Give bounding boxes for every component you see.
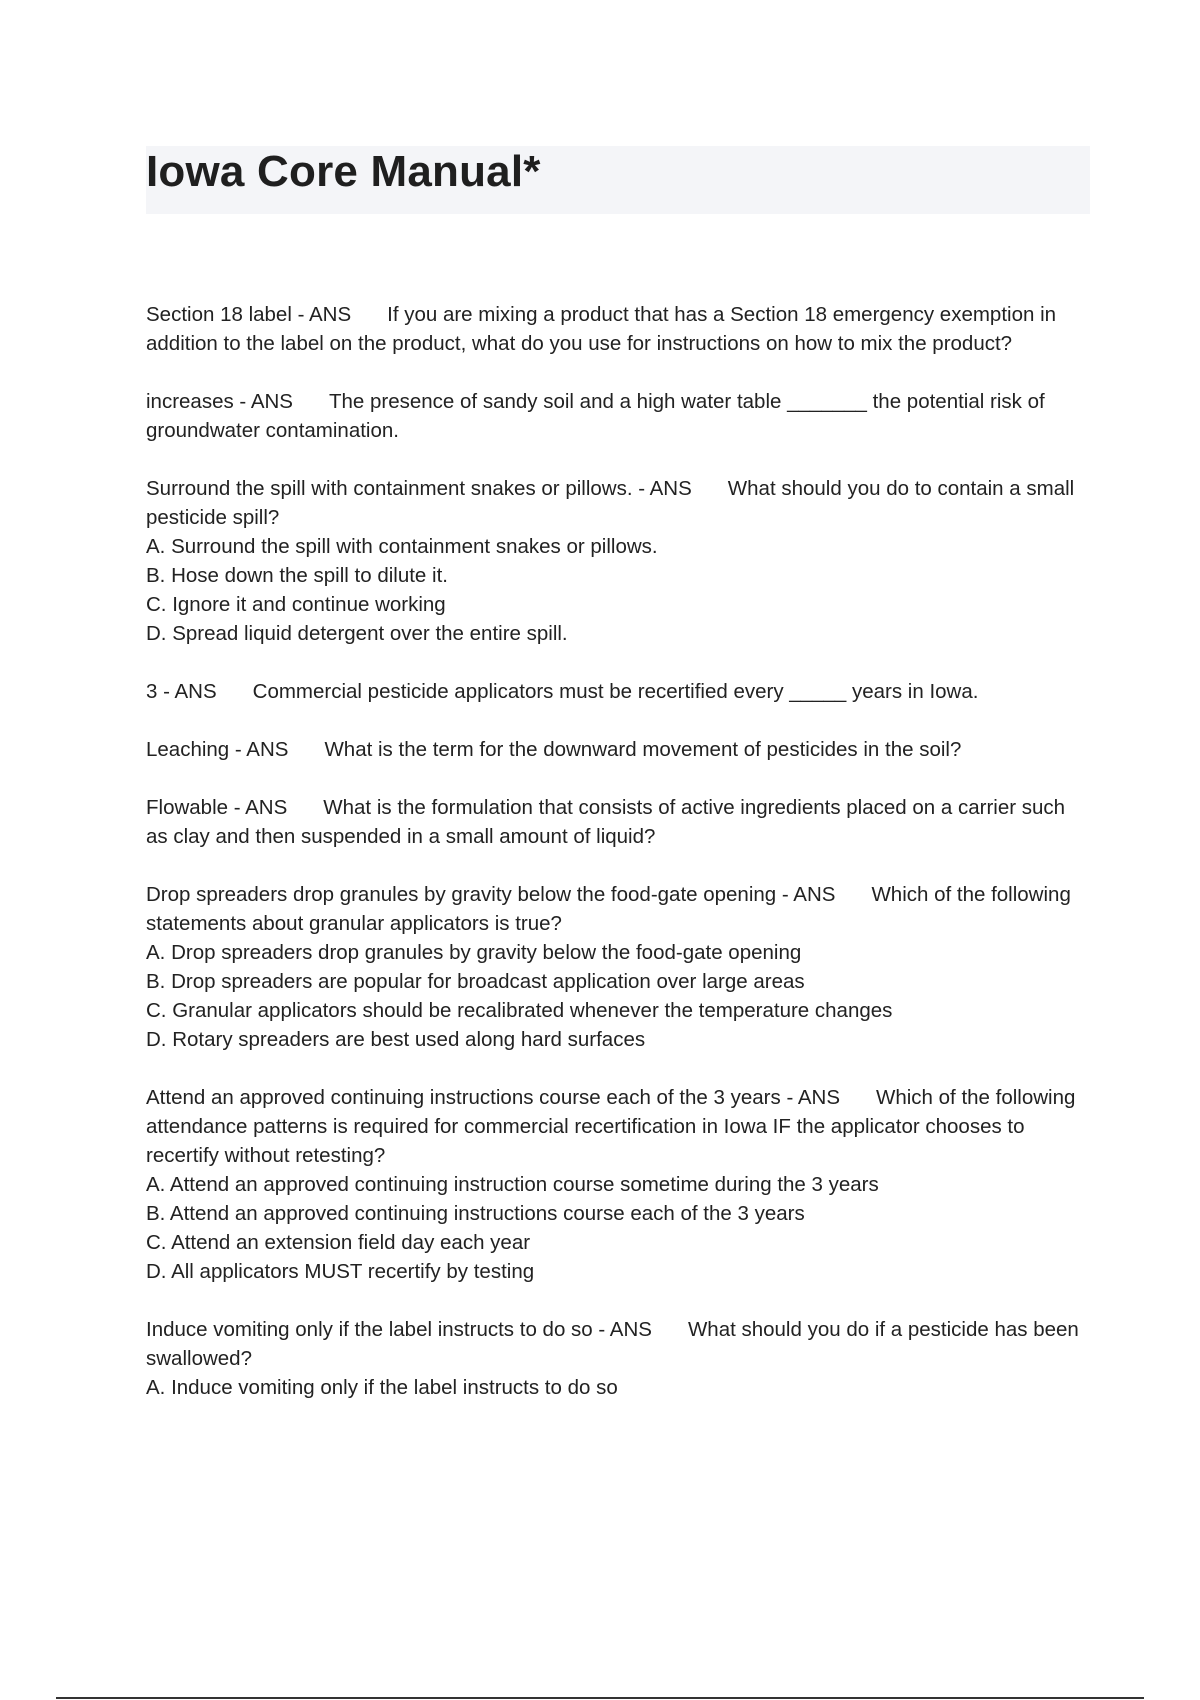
qa-option: C. Granular applicators should be recalibrated whenever the temperature changes [146,999,893,1022]
qa-question: Which of the following statements about granular applicators is true? [146,883,1071,935]
qa-text [146,793,1090,851]
qa-option: C. Ignore it and continue working [146,593,446,616]
qa-item [146,1083,1090,1286]
qa-option: A. Surround the spill with containment snakes or pillows. [146,535,658,558]
qa-list [146,300,1090,1431]
qa-text [146,1083,1090,1170]
qa-answer: Surround the spill with containment snakes or pillows. - ANS [146,477,692,500]
qa-answer: Attend an approved continuing instructions course each of the 3 years - ANS [146,1086,840,1109]
qa-text [146,474,1090,532]
qa-question: What is the formulation that consists of active ingredients placed on a carrier such as clay and then suspended in a small amount of liquid? [146,796,1066,848]
qa-question: What should you do if a pesticide has been swallowed? [146,1318,1079,1370]
qa-text [146,1315,1090,1373]
qa-answer: Drop spreaders drop granules by gravity below the food-gate opening - ANS [146,883,836,906]
qa-item [146,880,1090,1054]
qa-option: C. Attend an extension field day each year [146,1231,531,1254]
qa-text [146,677,1090,706]
qa-text [146,880,1090,938]
qa-question: What should you do to contain a small pesticide spill? [146,477,1075,529]
qa-answer: Section 18 label - ANS [146,303,352,326]
qa-text [146,735,1090,764]
qa-option: D. Rotary spreaders are best used along hard surfaces [146,1028,646,1051]
qa-answer: Flowable - ANS [146,796,288,819]
qa-answer: Leaching - ANS [146,738,289,761]
qa-question: Which of the following attendance patterns is required for commercial recertification in Iowa IF the applicator chooses to recertify without retesting? [146,1086,1076,1167]
qa-option: A. Drop spreaders drop granules by gravity below the food-gate opening [146,941,802,964]
qa-answer: increases - ANS [146,390,293,413]
qa-option: B. Attend an approved continuing instructions course each of the 3 years [146,1202,805,1225]
qa-option: B. Hose down the spill to dilute it. [146,564,448,587]
qa-question: Commercial pesticide applicators must be recertified every _____ years in Iowa. [252,680,979,703]
qa-option: B. Drop spreaders are popular for broadcast application over large areas [146,970,805,993]
footer-divider [56,1697,1144,1699]
qa-text [146,300,1090,358]
qa-question: If you are mixing a product that has a Section 18 emergency exemption in addition to the label on the product, what do you use for instructions on how to mix the product? [146,303,1057,355]
qa-text [146,387,1090,445]
page-title: Iowa Core Manual* [146,147,541,196]
qa-answer: Induce vomiting only if the label instructs to do so - ANS [146,1318,652,1341]
qa-item [146,735,1090,764]
qa-item [146,1315,1090,1402]
qa-item [146,474,1090,648]
qa-item [146,677,1090,706]
qa-question: The presence of sandy soil and a high water table _______ the potential risk of groundwater contamination. [146,390,1045,442]
qa-option: A. Induce vomiting only if the label instructs to do so [146,1376,618,1399]
qa-option: D. Spread liquid detergent over the entire spill. [146,622,568,645]
qa-item [146,387,1090,445]
qa-answer: 3 - ANS [146,680,217,703]
qa-item [146,793,1090,851]
qa-item [146,300,1090,358]
qa-question: What is the term for the downward movement of pesticides in the soil? [324,738,962,761]
qa-option: A. Attend an approved continuing instruction course sometime during the 3 years [146,1173,879,1196]
qa-option: D. All applicators MUST recertify by testing [146,1260,535,1283]
